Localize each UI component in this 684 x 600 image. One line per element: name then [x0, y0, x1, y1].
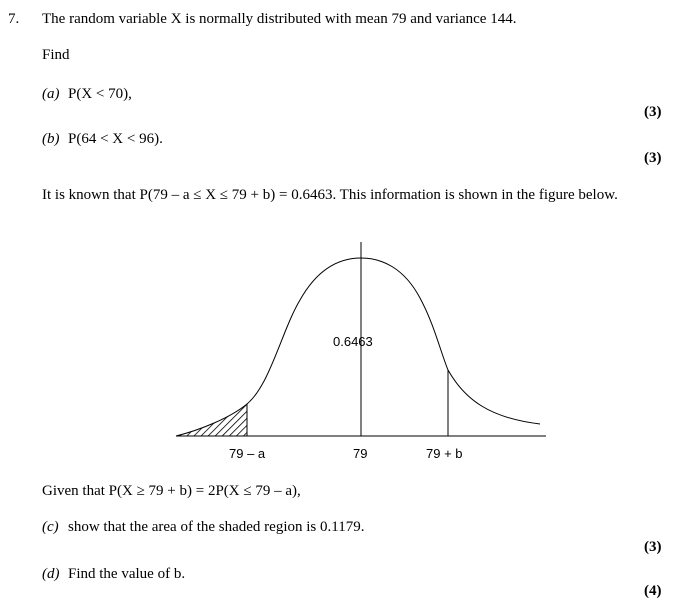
info-text: It is known that P(79 – a ≤ X ≤ 79 + b) = 0.6463. This information is shown in the figure below. [42, 187, 618, 203]
part-d-marks: (4) [644, 583, 662, 599]
tick-label-right: 79 + b [426, 446, 463, 461]
tick-label-left: 79 – a [229, 446, 266, 461]
part-b-marks: (3) [644, 150, 662, 166]
shaded-tail-region [176, 404, 247, 436]
question-stem: The random variable X is normally distributed with mean 79 and variance 144. [42, 11, 517, 27]
part-c-label: (c) [42, 519, 59, 535]
question-number: 7. [8, 11, 20, 27]
part-b-text: P(64 < X < 96). [68, 131, 163, 147]
part-a-text: P(X < 70), [68, 86, 132, 102]
part-a-label: (a) [42, 86, 60, 102]
part-a-marks: (3) [644, 104, 662, 120]
part-c-marks: (3) [644, 539, 662, 555]
part-d-text: Find the value of b. [68, 566, 186, 582]
given-text: Given that P(X ≥ 79 + b) = 2P(X ≤ 79 – a), [42, 483, 301, 499]
part-b-label: (b) [42, 131, 60, 147]
find-label: Find [42, 47, 70, 63]
part-c-text: show that the area of the shaded region is 0.1179. [68, 519, 365, 535]
part-d-label: (d) [42, 566, 60, 582]
area-label: 0.6463 [333, 334, 373, 349]
tick-label-mid: 79 [353, 446, 368, 461]
